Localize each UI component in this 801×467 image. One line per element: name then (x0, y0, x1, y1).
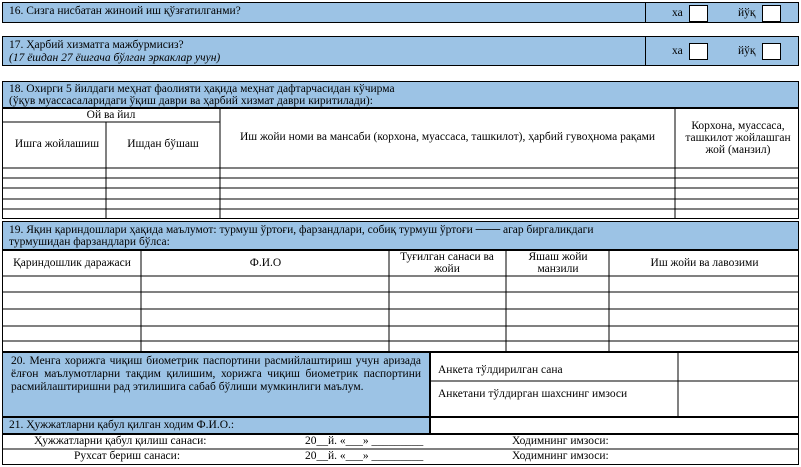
q19-col-residence: Яшаш жойи манзили (528, 251, 588, 275)
q18-line2: (ўқув муассасаларидаги ўқиш даври ва ҳарбий хизмат даври киритилади): (9, 95, 373, 107)
q17-yes-label: ха (672, 45, 683, 58)
q17-text: 17. Ҳарбий хизматга мажбурмисиз? (9, 39, 184, 51)
q19-line1: 19. Яқин қариндошлари ҳақида маълумот: турмуш ўртоғи, фарзандлари, собиқ турмуш ўртоғи ─── агар биргаликдаги (9, 224, 594, 236)
q18-col-hire: Ишга жойлашиш (14, 138, 100, 150)
q20-text: 20. Менга хорижга чиқиш биометрик паспортини расмийлаштириш учун аризада ёлғон маълумотларни тақдим қилишим, хорижга чиқиш биометрик паспортини расмийлаштиришни рад этилишига сабаб бўлиши мумкинлиги маълум. (11, 355, 421, 393)
q18-col-leave: Ишдан бўшаш (127, 138, 199, 150)
permit-date-label: Рухсат бериш санаси: (74, 450, 181, 462)
accept-signature-label: Ходимнинг имзоси: (512, 435, 609, 447)
q16-text: 16. Сизга нисбатан жиноий иш қўзғатилганми? (9, 5, 241, 17)
q19-col-name: Ф.И.О (249, 257, 282, 269)
q16-no-label: йўқ (738, 7, 756, 20)
q20-filler-signature-label: Анкетани тўлдирган шахснинг имзоси (438, 388, 628, 400)
q20-filled-date-label: Анкета тўлдирилган сана (438, 364, 563, 376)
q18-col-period: Ой ва йил (86, 109, 136, 121)
q21-text: 21. Ҳужжатларни қабул қилган ходим Ф.И.О.: (9, 419, 235, 431)
q18-line1: 18. Охирги 5 йилдаги меҳнат фаолияти ҳақида меҳнат дафтарчасидан кўчирма (9, 83, 395, 95)
q17-note: (17 ёшдан 27 ёшгача бўлган эркаклар учун) (9, 52, 221, 64)
accept-date-label: Ҳужжатларни қабул қилиш санаси: (34, 435, 207, 447)
q18-col-position: Иш жойи номи ва мансаби (корхона, муассаса, ташкилот), ҳарбий гувоҳнома рақами (239, 131, 656, 143)
accept-date-value[interactable]: 20__й. «___» _________ (305, 435, 424, 447)
q19-line2: турмушидан фарзандлари бўлса: (9, 236, 170, 248)
q19-col-work: Иш жойи ва лавозими (650, 257, 759, 269)
q16-yes-label: ха (672, 7, 683, 20)
q19-col-birth: Туғилган санаси ва жойи (400, 251, 494, 275)
q17-no-label: йўқ (738, 45, 756, 58)
q19-col-relation: Қариндошлик даражаси (13, 257, 131, 269)
q18-col-address: Корхона, муассаса, ташкилот жойлашган жой (манзил) (685, 120, 791, 156)
permit-date-value[interactable]: 20__й. «___» _________ (305, 450, 424, 462)
permit-signature-label: Ходимнинг имзоси: (512, 450, 609, 462)
